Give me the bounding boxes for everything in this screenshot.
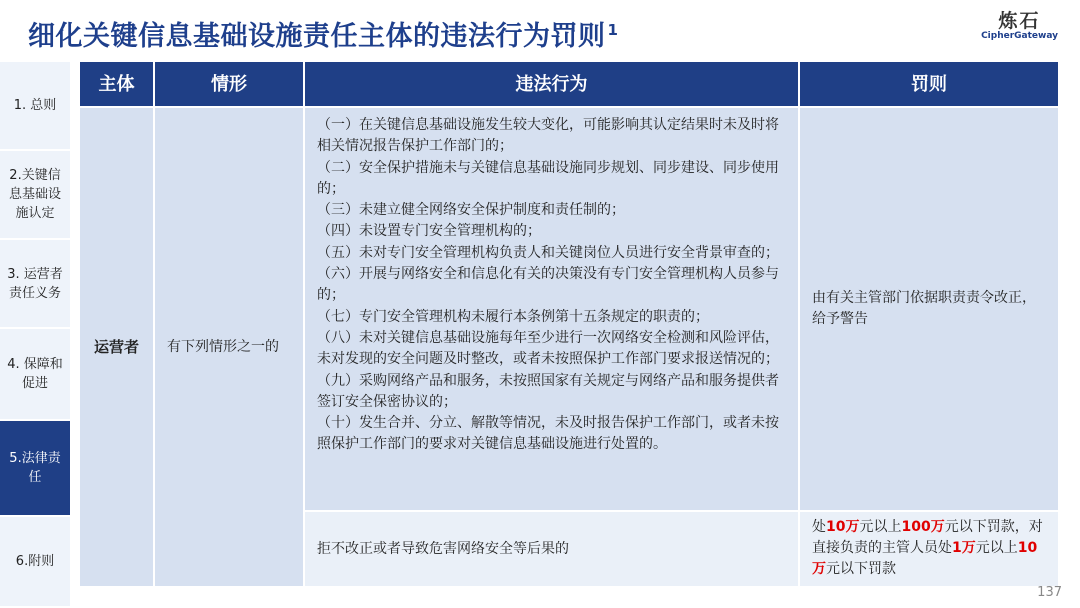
- behavior-item: （七）专门安全管理机构未履行本条例第十五条规定的职责的；: [317, 308, 709, 325]
- penalty-text: 处: [812, 519, 826, 535]
- header-penalty: 罚则: [800, 62, 1058, 106]
- sidebar-item-operator-duties[interactable]: [0, 240, 70, 329]
- penalty-cell-2: [800, 512, 1058, 586]
- sidebar-item-label: 3. 运营者责任义务: [7, 266, 63, 301]
- behavior-item: （九）采购网络产品和服务，未按照国家有关规定与网络产品和服务提供者签订安全保密协议的；: [317, 372, 779, 410]
- penalty-1-text: 由有关主管部门依据职责责令改正，给予警告: [812, 290, 1036, 327]
- header-subject: 主体: [80, 62, 153, 106]
- sidebar-item-legal-liability[interactable]: [0, 421, 70, 517]
- header-situation: 情形: [155, 62, 303, 106]
- subject-cell: 运营者: [80, 108, 153, 586]
- behavior-item: （四）未设置专门安全管理机构的；: [317, 223, 541, 240]
- behavior-2-text: 拒不改正或者导致危害网络安全等后果的: [317, 540, 569, 557]
- penalty-text: 元以下罚款，对直接负责的主管人员处: [812, 519, 1043, 556]
- situation-cell: [155, 108, 303, 586]
- behavior-item: （一）在关键信息基础设施发生较大变化，可能影响其认定结果时未及时将相关情况报告保护工作部门的；: [317, 117, 779, 155]
- penalty-text: 元以下罚款: [826, 561, 896, 577]
- sidebar-item-general[interactable]: [0, 62, 70, 151]
- sidebar-item-label: 1. 总则: [13, 98, 57, 113]
- page-title: [28, 14, 618, 53]
- sidebar-item-support[interactable]: [0, 329, 70, 421]
- behavior-item: （十）发生合并、分立、解散等情况，未及时报告保护工作部门，或者未按照保护工作部门的要求对关键信息基础设施进行处置的。: [317, 415, 779, 453]
- fine-amount: 10万: [826, 519, 860, 535]
- behavior-cell-2: [305, 512, 798, 586]
- fine-amount: 100万: [901, 519, 945, 535]
- section-sidebar: [0, 62, 70, 608]
- sidebar-item-label: 2.关键信息基础设施认定: [8, 168, 61, 221]
- penalty-text: 元以上: [859, 519, 902, 535]
- behavior-item: （八）未对关键信息基础设施每年至少进行一次网络安全检测和风险评估，未对发现的安全问题及时整改，或者未按照保护工作部门要求报送情况的；: [317, 329, 779, 368]
- behavior-item: （五）未对专门安全管理机构负责人和关键岗位人员进行安全背景审查的；: [317, 244, 779, 261]
- fine-amount: 1万: [952, 540, 976, 556]
- situation-text: 有下列情形之一的: [167, 338, 279, 355]
- penalty-text: 元以上: [975, 540, 1018, 556]
- sidebar-item-supplementary[interactable]: [0, 517, 70, 608]
- penalty-cell-1: [800, 108, 1058, 510]
- fine-amount: 10万: [812, 540, 1038, 577]
- page-number: 137: [1037, 585, 1062, 600]
- behavior-item: （六）开展与网络安全和信息化有关的决策没有专门安全管理机构人员参与的；: [317, 266, 779, 304]
- behavior-item: （三）未建立健全网络安全保护制度和责任制的；: [317, 202, 625, 219]
- sidebar-item-cii-identification[interactable]: [0, 151, 70, 240]
- logo-en-text: CipherGateway: [981, 31, 1058, 41]
- header-behavior: 违法行为: [305, 62, 798, 106]
- title-footnote-mark: 1: [607, 21, 619, 39]
- logo-cn-text: 炼石: [998, 10, 1041, 32]
- page-title-text: 细化关键信息基础设施责任主体的违法行为罚则: [28, 21, 606, 52]
- brand-logo: [981, 6, 1058, 41]
- sidebar-item-label: 4. 保障和促进: [7, 357, 63, 391]
- sidebar-item-label: 6.附则: [15, 554, 55, 569]
- behavior-item: （二）安全保护措施未与关键信息基础设施同步规划、同步建设、同步使用的；: [317, 159, 779, 197]
- sidebar-item-label: 5.法律责任: [9, 451, 61, 485]
- behavior-list-cell: [305, 108, 798, 510]
